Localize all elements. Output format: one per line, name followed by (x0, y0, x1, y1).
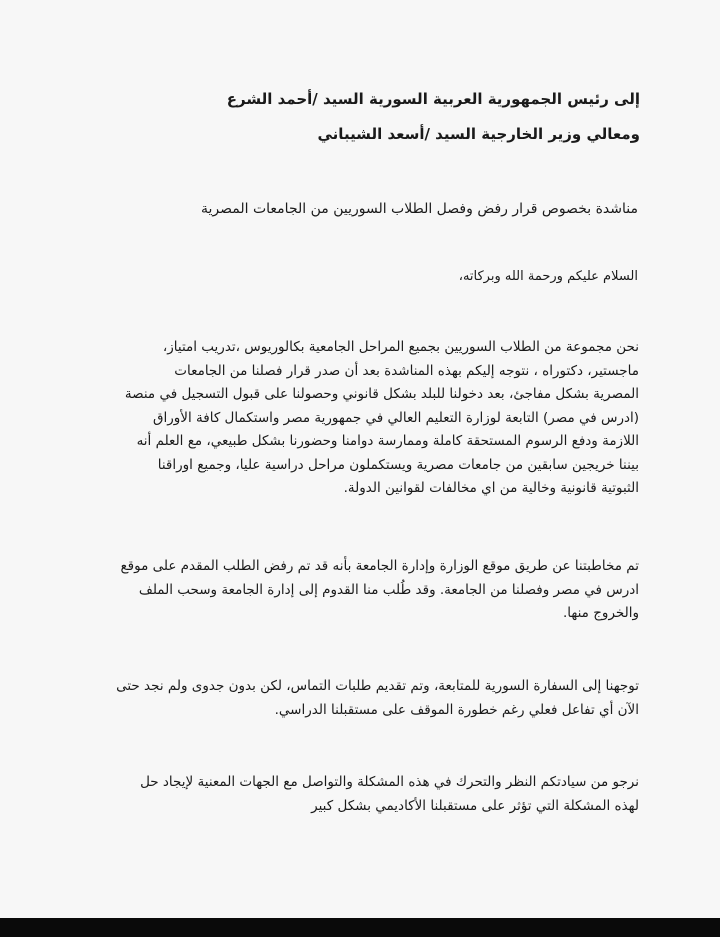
text-line: الآن أي تفاعل فعلي رغم خطورة الموقف على مستقبلنا الدراسي. (274, 701, 639, 718)
text-line: تم مخاطبتنا عن طريق موقع الوزارة وإدارة الجامعة بأنه قد تم رفض الطلب المقدم على موقع (120, 558, 639, 574)
text-line: لهذه المشكلة التي تؤثر على مستقبلنا الأكاديمي بشكل كبير (311, 797, 639, 814)
text-line: ماجستير، دكتوراه ، نتوجه إليكم بهذه المناشدة بعد أن صدر قرار فصلنا من الجامعات (174, 362, 639, 379)
paragraph-notification (81, 555, 639, 626)
text-line: الثبوتية قانونية وخالية من اي مخالفات لقوانين الدولة. (343, 480, 639, 496)
text-line: توجهنا إلى السفارة السورية للمتابعة، وتم تقديم طلبات التماس، لكن بدون جدوى ولم نجد حتى (116, 678, 639, 694)
addressee-president: إلى رئيس الجمهورية العربية السورية السيد /أحمد الشرع (226, 90, 640, 108)
text-line: اللازمة ودفع الرسوم المستحقة كاملة وممارسة دوامنا وحضورنا بشكل طبيعي، مع العلم أنه (136, 433, 639, 449)
text-line: بيننا خريجين سابقين من جامعات مصرية ويستكملون مراحل دراسية عليا، وجميع اوراقنا (157, 456, 639, 473)
paragraph-request (81, 771, 639, 818)
paragraph-embassy (81, 675, 639, 722)
text-line: نحن مجموعة من الطلاب السوريين بجميع المراحل الجامعية بكالوريوس ،تدريب امتياز، (162, 339, 639, 355)
letter-subject: مناشدة بخصوص قرار رفض وفصل الطلاب السوريين من الجامعات المصرية (201, 201, 638, 217)
text-line: ادرس في مصر وفصلنا من الجامعة. وقد طُلب منا القدوم إلى إدارة الجامعة وسحب الملف (138, 581, 639, 598)
paragraph-introduction (81, 336, 639, 501)
text-line: والخروج منها. (562, 605, 639, 621)
letter-greeting: السلام عليكم ورحمة الله وبركاته، (458, 269, 638, 284)
text-line: نرجو من سيادتكم النظر والتحرك في هذه المشكلة والتواصل مع الجهات المعنية لإيجاد حل (140, 774, 639, 790)
text-line: المصرية بشكل مفاجئ، بعد دخولنا للبلد بشكل قانوني وحصولنا على قبول التسجيل في منصة (124, 386, 639, 402)
bottom-dark-strip (0, 918, 720, 937)
addressee-foreign-minister: ومعالي وزير الخارجية السيد /أسعد الشيباني (317, 125, 640, 143)
text-line: (ادرس في مصر) التابعة لوزارة التعليم العالي في جمهورية مصر واستكمال كافة الأوراق (153, 409, 639, 426)
